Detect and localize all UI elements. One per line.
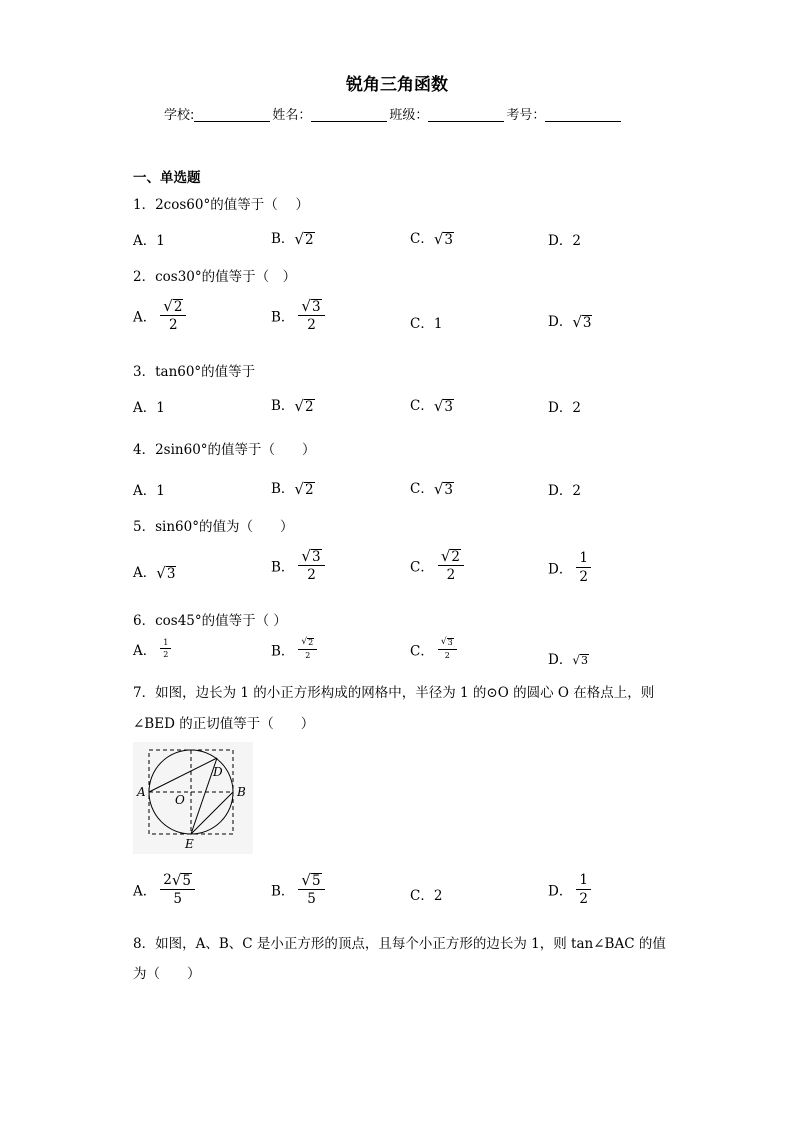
name-blank (311, 108, 387, 122)
q5-option-d: D． $\frac{1}{2}$ (548, 550, 591, 585)
school-blank (194, 108, 270, 122)
exam-no-label: 考号： (506, 108, 546, 123)
question-3-stem: 3．tan60°的值等于 (133, 364, 256, 380)
question-8-stem-line2: 为（ ） (133, 966, 201, 982)
q7-option-b: B． √ 5 5 (271, 872, 325, 907)
q4-option-c: C． √ 3 (410, 479, 453, 498)
q2-option-b: B． √ 3 2 (271, 298, 325, 333)
question-2-stem: 2．cos30°的值等于（ ） (133, 269, 297, 285)
q4-option-b: B． √ 2 (271, 479, 314, 498)
class-label: 班级： (389, 108, 429, 123)
q1-option-d: D．2 (548, 233, 581, 249)
q4-option-a: A．1 (133, 483, 165, 499)
question-8-stem-line1: 8．如图，A、B、C 是小正方形的顶点，且每个小正方形的边长为 1，则 tan∠BAC 的值 (133, 936, 666, 952)
label-d: D (213, 765, 223, 779)
q7-figure (133, 742, 253, 854)
q5-option-c: C． √ 2 2 (410, 548, 464, 583)
q1-option-b: B． √ 2 (271, 229, 314, 248)
q3-option-d: D．2 (548, 400, 581, 416)
q7-option-a: A． 2 √ 5 5 (133, 872, 195, 907)
q7-option-c: C．2 (410, 888, 443, 904)
label-o: O (175, 793, 185, 807)
exam-no-blank (545, 108, 621, 122)
question-6-stem: 6．cos45°的值等于（ ） (133, 613, 287, 629)
label-e: E (185, 837, 194, 851)
q5-option-a: A． √ 3 (133, 563, 176, 582)
student-info-line (164, 104, 623, 123)
q3-option-c: C． √ 3 (410, 396, 453, 415)
q1-option-a: A．1 (133, 233, 165, 249)
q6-option-a: A． $\frac{1}{2}$ (133, 638, 171, 659)
q7-option-d: D． $\frac{1}{2}$ (548, 872, 591, 907)
page-title: 锐角三角函数 (346, 75, 448, 95)
question-4-stem: 4．2sin60°的值等于（ ） (133, 442, 316, 458)
q3-option-a: A．1 (133, 400, 165, 416)
q6-option-c: C． √ 3 2 (410, 638, 457, 660)
name-label: 姓名： (272, 108, 312, 123)
school-label: 学校: (164, 108, 195, 123)
section-heading: 一、单选题 (133, 170, 201, 186)
question-7-stem-line2: ∠BED 的正切值等于（ ） (133, 716, 315, 732)
q3-option-b: B． √ 2 (271, 396, 314, 415)
question-5-stem: 5．sin60°的值为（ ） (133, 519, 294, 535)
label-b: B (237, 785, 246, 799)
q5-option-b: B． √ 3 2 (271, 548, 325, 583)
label-a: A (137, 785, 146, 799)
q1-option-c: C． √ 3 (410, 229, 453, 248)
q2-option-c: C．1 (410, 316, 443, 332)
q6-option-d: D． √ 3 (548, 652, 588, 668)
q4-option-d: D．2 (548, 483, 581, 499)
question-7-stem-line1: 7．如图，边长为 1 的小正方形构成的网格中，半径为 1 的⊙O 的圆心 O 在格点上，则 (133, 685, 655, 701)
q6-option-b: B． √ 2 2 (271, 638, 317, 660)
q2-option-a: A． √ 2 2 (133, 298, 186, 333)
class-blank (428, 108, 504, 122)
q2-option-d: D． √ 3 (548, 312, 592, 331)
question-1-stem: 1．2cos60°的值等于（ ） (133, 197, 310, 213)
